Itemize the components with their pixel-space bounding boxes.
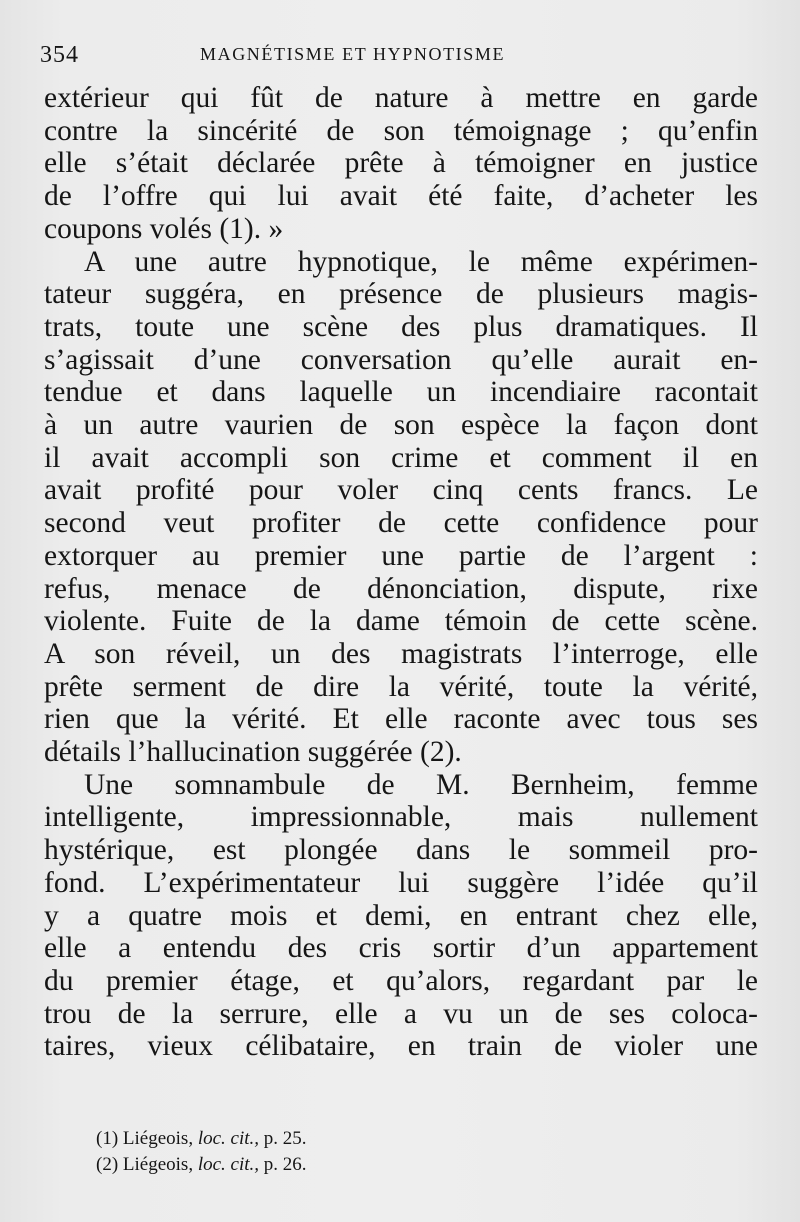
text-line: elle a entendu des cris sortir d’un appartement (44, 932, 758, 965)
footnote-mark: (2) (96, 1154, 119, 1175)
footnote-ref: loc. cit., (197, 1154, 260, 1175)
text-line: extérieur qui fût de nature à mettre en garde (44, 82, 758, 114)
footnote-author: Liégeois, (122, 1154, 194, 1175)
paragraph (44, 769, 758, 1063)
footnote-page: p. 25. (263, 1128, 307, 1149)
text-line: contre la sincérité de son témoignage ; qu’enfin (44, 114, 758, 147)
footnote-2 (96, 1152, 696, 1178)
text-line: du premier étage, et qu’alors, regardant par le (44, 964, 758, 997)
text-line: tendue et dans laquelle un incendiaire racontait (44, 376, 758, 409)
text-line: A son réveil, un des magistrats l’interroge, elle (44, 637, 758, 670)
text-line: à un autre vaurien de son espèce la façon dont (44, 409, 758, 442)
footnote-page: p. 26. (263, 1154, 307, 1175)
text-line: rien que la vérité. Et elle raconte avec tous ses (44, 703, 758, 736)
footnote-author: Liégeois, (122, 1128, 194, 1149)
text-line: taires, vieux célibataire, en train de violer une (44, 1030, 758, 1063)
text-line: refus, menace de dénonciation, dispute, rixe (44, 572, 758, 605)
text-line: de l’offre qui lui avait été faite, d’acheter les (44, 180, 758, 213)
paragraph (44, 246, 758, 769)
text-line: prête serment de dire la vérité, toute la vérité, (44, 670, 758, 703)
text-line: coupons volés (1). » (44, 212, 284, 245)
paragraph (44, 82, 758, 246)
text-line: extorquer au premier une partie de l’argent : (44, 539, 758, 572)
text-line: violente. Fuite de la dame témoin de cette scène. (44, 605, 758, 638)
text-line: tateur suggéra, en présence de plusieurs magis- (44, 278, 758, 311)
text-line: trou de la serrure, elle a vu un de ses coloca- (44, 997, 758, 1030)
text-line: hystérique, est plongée dans le sommeil pro- (44, 834, 758, 867)
body-text (44, 82, 758, 1063)
running-head: MAGNÉTISME ET HYPNOTISME (200, 44, 506, 64)
page-number: 354 (40, 42, 79, 68)
page-header (40, 38, 760, 70)
text-line: détails l’hallucination suggérée (2). (44, 736, 462, 769)
footnote-1 (96, 1126, 696, 1152)
text-line: intelligente, impressionnable, mais nullement (44, 801, 758, 834)
text-line: elle s’était déclarée prête à témoigner en justice (44, 147, 758, 180)
footnote-mark: (1) (96, 1128, 119, 1149)
text-line: il avait accompli son crime et comment il en (44, 441, 758, 474)
text-line: s’agissait d’une conversation qu’elle aurait en- (44, 343, 758, 376)
footnotes (96, 1126, 696, 1178)
text-line: A une autre hypnotique, le même expérimen- (84, 245, 758, 278)
text-line: Une somnambule de M. Bernheim, femme (84, 768, 758, 801)
text-line: fond. L’expérimentateur lui suggère l’idée qu’il (44, 866, 758, 899)
footnote-ref: loc. cit., (197, 1128, 260, 1149)
text-line: second veut profiter de cette confidence pour (44, 507, 758, 540)
text-line: trats, toute une scène des plus dramatiques. Il (44, 310, 758, 343)
text-line: y a quatre mois et demi, en entrant chez elle, (44, 899, 758, 932)
text-line: avait profité pour voler cinq cents francs. Le (44, 474, 758, 507)
